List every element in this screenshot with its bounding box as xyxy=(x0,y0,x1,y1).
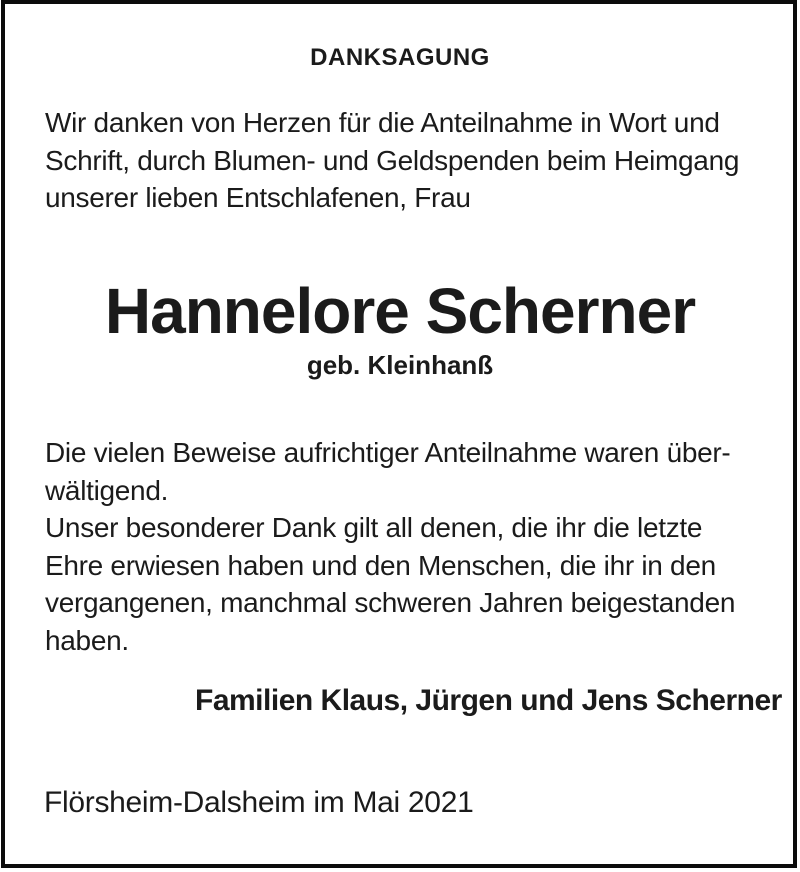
thanks-line: wältigend. xyxy=(45,474,169,506)
intro-line: unserer lieben Entschlafenen, Frau xyxy=(45,182,471,213)
intro-paragraph xyxy=(45,104,739,217)
deceased-name: Hannelore Scherner xyxy=(104,275,696,347)
thanks-line: Ehre erwiesen haben und den Menschen, die ihr in den xyxy=(45,549,716,581)
thanks-paragraph xyxy=(45,434,735,659)
thanks-line: haben. xyxy=(45,624,129,656)
thanks-line: Unser besonderer Dank gilt all denen, die ihr die letzte xyxy=(45,512,703,543)
intro-line: Wir danken von Herzen für die Anteilnahme in Wort und xyxy=(45,107,720,138)
intro-line: Schrift, durch Blumen- und Geldspenden beim Heimgang xyxy=(45,144,740,176)
place-and-date: Flörsheim-Dalsheim im Mai 2021 xyxy=(44,786,474,819)
thanks-line: Die vielen Beweise aufrichtiger Anteilnahme waren über- xyxy=(45,437,731,468)
thanks-line: vergangenen, manchmal schweren Jahren beigestanden xyxy=(45,587,736,618)
maiden-name: geb. Kleinhanß xyxy=(306,350,494,380)
family-signature: Familien Klaus, Jürgen und Jens Scherner xyxy=(195,684,782,717)
notice-title: DANKSAGUNG xyxy=(310,44,490,71)
